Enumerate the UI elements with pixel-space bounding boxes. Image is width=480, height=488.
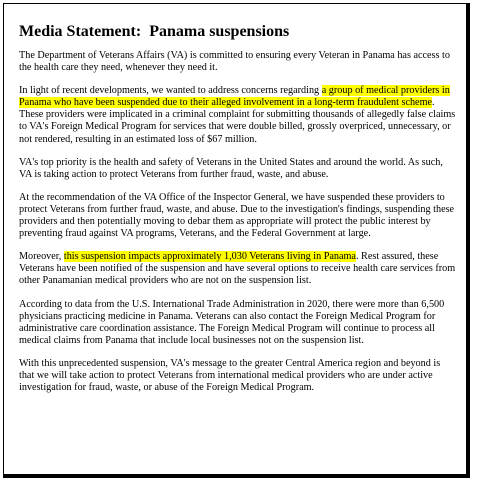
paragraph-trade-data (19, 299, 456, 347)
paragraph-text: The Department of Veterans Affairs (VA) is committed to ensuring every Veteran in Panama has access to the health care they need, whenever they need it. (19, 50, 450, 74)
highlighted-text: a group of medical providers in Panama who have been suspended due to their alleged involvement in a long-term fraudulent scheme (19, 85, 450, 109)
paragraph-text: According to data from the U.S. International Trade Administration in 2020, there were more than 6,500 physicians practicing medicine in Panama. Veterans can also contact the Foreign Medical Program for administrative care coordination assistance. The Foreign Medical Program will continue to process all medical claims from Panama that include local businesses not on the suspension list. (19, 298, 445, 346)
paragraph-text: In light of recent developments, we wanted to address concerns regarding (19, 85, 322, 97)
paragraph-text: VA's top priority is the health and safety of Veterans in the United States and around the world. As such, VA is taking action to protect Veterans from further fraud, waste, and abuse. (19, 156, 443, 180)
paragraph-text: Moreover, (19, 251, 64, 263)
paragraph-closing (19, 358, 456, 394)
paragraph-text: At the recommendation of the VA Office of the Inspector General, we have suspended these providers to protect Veterans from further fraud, waste, and abuse. Due to the investigation's findings, suspending these providers and then potentially moving to debar them as appropriate will protect the public interest by preventing fraud against VA programs, Veterans, and the Federal Government at large. (19, 191, 455, 240)
paragraph-impact (19, 251, 456, 287)
paragraph-commitment (19, 50, 456, 74)
highlighted-text: this suspension impacts approximately 1,030 Veterans living in Panama (63, 251, 356, 263)
paragraph-text: . Rest assured, these Veterans have been notified of the suspension and have several options to receive health care services from other Panamanian medical providers who are not on the suspension list. (19, 251, 456, 287)
paragraph-text: With this unprecedented suspension, VA's message to the greater Central America region and beyond is that we will take action to protect Veterans from international medical providers who are under active investigation for fraud, waste, or abuse of the Foreign Medical Program. (19, 357, 441, 394)
statement-frame (3, 3, 470, 478)
paragraph-text: . These providers were implicated in a criminal complaint for submitting thousands of allegedly false claims to VA's Foreign Medical Program for services that were double billed, grossly overpriced, unnecessary, or not rendered, resulting in an estimated loss of $67 million. (19, 97, 456, 145)
paragraph-top-priority (19, 157, 456, 181)
statement-content (19, 22, 456, 405)
paragraph-fraud-concerns (19, 85, 456, 145)
paragraph-oig-recommendation (19, 192, 456, 240)
statement-title: Media Statement: Panama suspensions (19, 23, 290, 40)
